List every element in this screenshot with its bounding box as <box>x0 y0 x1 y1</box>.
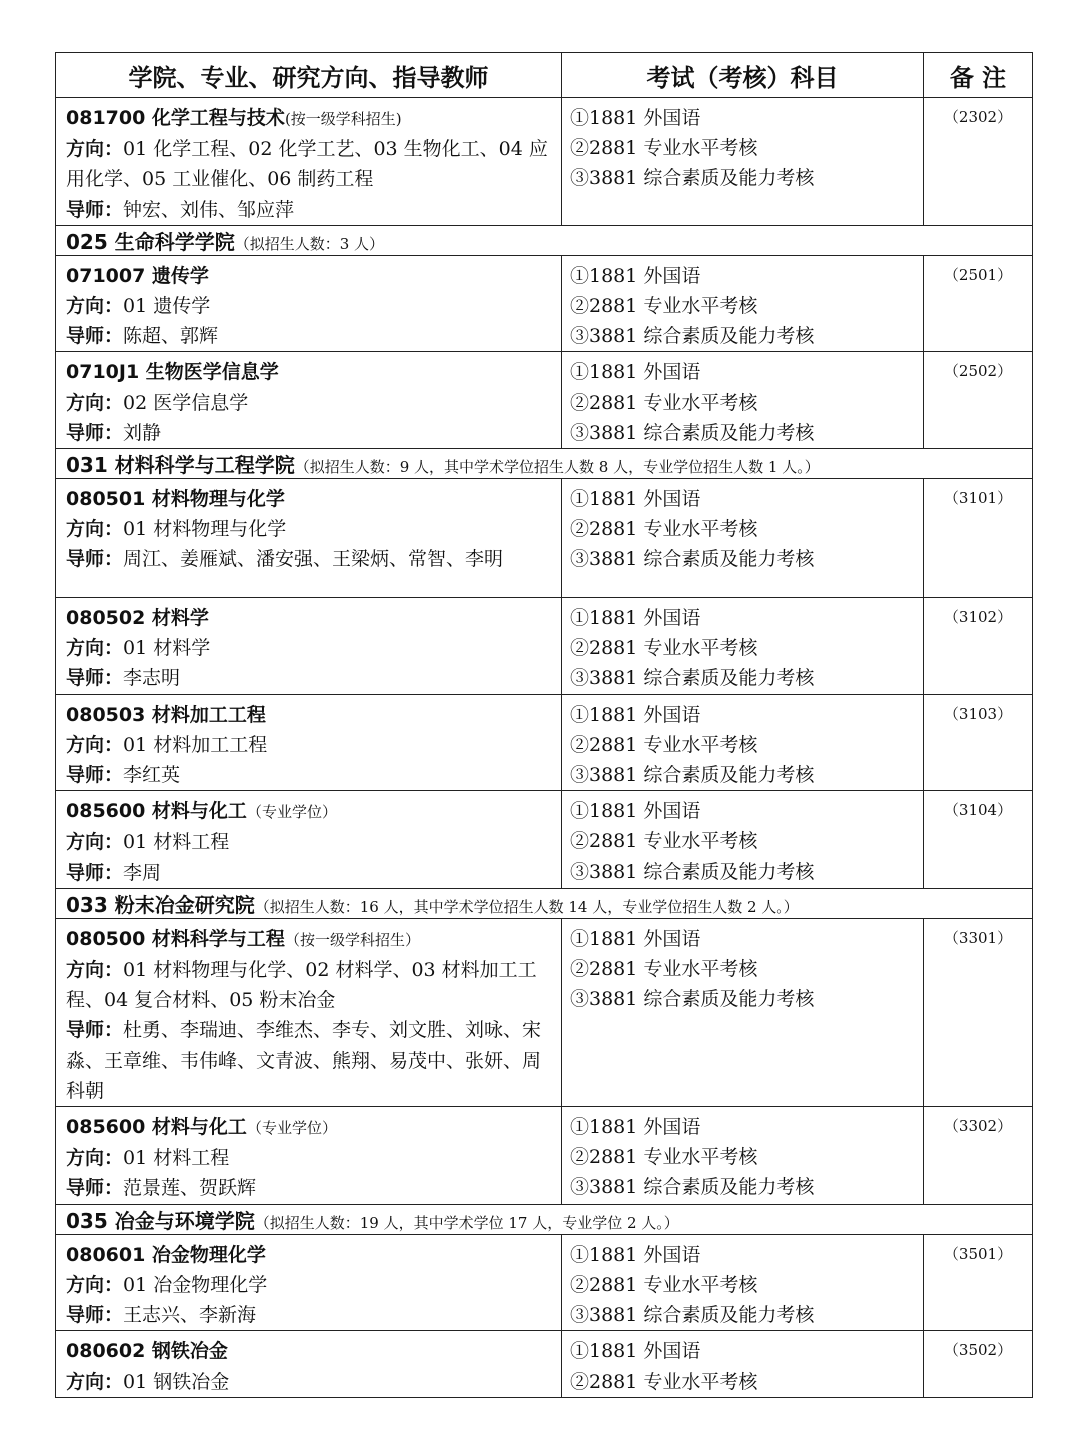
advisor-label: 导师： <box>66 1177 124 1200</box>
remark-code: （3101） <box>924 479 1033 598</box>
program-row <box>56 694 1033 791</box>
direction-label: 方向： <box>66 637 124 660</box>
advisor-label: 导师： <box>66 1019 124 1042</box>
direction-value: 01 材料加工工程 <box>123 733 268 756</box>
header-programs: 学院、专业、研究方向、指导教师 <box>56 53 562 98</box>
direction-value: 01 钢铁冶金 <box>123 1370 230 1393</box>
exam-professional: ②2881 专业水平考核 <box>570 137 758 160</box>
direction-value: 01 冶金物理化学 <box>123 1273 268 1296</box>
remark-code: （2502） <box>924 352 1033 449</box>
advisor-label: 导师： <box>66 1304 124 1327</box>
program-row <box>56 791 1033 889</box>
direction-label: 方向： <box>66 295 124 318</box>
college-name: 031 材料科学与工程学院 <box>66 453 295 478</box>
program-code: 080501 材料物理与化学 <box>66 488 285 511</box>
direction-label: 方向： <box>66 1273 124 1296</box>
remark-code: （3502） <box>924 1331 1033 1397</box>
advisor-value: 钟宏、刘伟、邹应萍 <box>123 198 295 221</box>
exam-comprehensive: ③3881 综合素质及能力考核 <box>570 421 815 444</box>
exam-comprehensive: ③3881 综合素质及能力考核 <box>570 764 815 787</box>
exam-comprehensive: ③3881 综合素质及能力考核 <box>570 988 815 1011</box>
advisor-value: 周江、姜雁斌、潘安强、王梁炳、常智、李明 <box>123 548 504 571</box>
advisor-label: 导师： <box>66 421 124 444</box>
advisor-value: 刘静 <box>123 421 162 444</box>
advisor-value: 李红英 <box>123 764 181 787</box>
advisor-value: 杜勇、李瑞迪、李维杰、李专、刘文胜、刘咏、宋淼、王章维、韦伟峰、文青波、熊翔、易茂中、张妍、周科朝 <box>66 1019 542 1102</box>
program-code: 080502 材料学 <box>66 607 209 630</box>
college-name: 035 冶金与环境学院 <box>66 1208 255 1233</box>
exam-foreign-language: ①1881 外国语 <box>570 107 701 129</box>
direction-value: 01 材料工程 <box>123 831 230 854</box>
remark-code: （3301） <box>924 918 1033 1106</box>
college-row <box>56 1204 1033 1234</box>
direction-label: 方向： <box>66 518 124 541</box>
enrollment-table <box>55 52 1033 1398</box>
exam-foreign-language: ①1881 外国语 <box>570 361 701 384</box>
exam-professional: ②2881 专业水平考核 <box>570 1146 758 1169</box>
direction-value: 01 材料物理与化学 <box>123 518 287 541</box>
direction-value: 01 材料工程 <box>123 1147 230 1170</box>
remark-code: （2501） <box>924 255 1033 352</box>
advisor-label: 导师： <box>66 667 124 690</box>
table-header-row <box>56 53 1033 98</box>
program-code: 0710J1 生物医学信息学 <box>66 361 279 384</box>
program-note: (按一级学科招生) <box>284 110 402 128</box>
program-code: 080503 材料加工工程 <box>66 703 266 726</box>
exam-professional: ②2881 专业水平考核 <box>570 391 758 414</box>
college-quota: （拟招生人数：9 人，其中学术学位招生人数 8 人，专业学位招生人数 1 人。） <box>294 458 820 477</box>
direction-label: 方向： <box>66 391 124 414</box>
remark-code: （2302） <box>924 98 1033 226</box>
exam-professional: ②2881 专业水平考核 <box>570 295 758 318</box>
program-row <box>56 1331 1033 1397</box>
direction-value: 01 材料学 <box>123 637 211 660</box>
direction-value: 01 材料物理与化学、02 材料学、03 材料加工工程、04 复合材料、05 粉末冶金 <box>66 959 537 1012</box>
exam-professional: ②2881 专业水平考核 <box>570 733 758 756</box>
college-row <box>56 225 1033 255</box>
exam-professional: ②2881 专业水平考核 <box>570 637 758 660</box>
exam-professional: ②2881 专业水平考核 <box>570 830 758 853</box>
exam-foreign-language: ①1881 外国语 <box>570 1243 701 1266</box>
direction-value: 02 医学信息学 <box>123 391 249 414</box>
program-code: 085600 材料与化工 <box>66 800 247 823</box>
program-row <box>56 98 1033 226</box>
college-row <box>56 888 1033 918</box>
exam-foreign-language: ①1881 外国语 <box>570 264 701 287</box>
exam-comprehensive: ③3881 综合素质及能力考核 <box>570 167 815 190</box>
advisor-value: 王志兴、李新海 <box>123 1304 257 1327</box>
college-row <box>56 449 1033 479</box>
exam-professional: ②2881 专业水平考核 <box>570 1273 758 1296</box>
exam-comprehensive: ③3881 综合素质及能力考核 <box>570 1304 815 1327</box>
program-row <box>56 1107 1033 1205</box>
direction-label: 方向： <box>66 1370 124 1393</box>
college-quota: （拟招生人数：19 人，其中学术学位 17 人，专业学位 2 人。） <box>254 1213 679 1232</box>
remark-code: （3102） <box>924 598 1033 695</box>
advisor-value: 李周 <box>123 861 162 884</box>
advisor-value: 范景莲、贺跃辉 <box>123 1177 257 1200</box>
direction-value: 01 化学工程、02 化学工艺、03 生物化工、04 应用化学、05 工业催化、06 制药工程 <box>66 138 548 191</box>
program-row <box>56 1234 1033 1331</box>
program-note: （专业学位） <box>246 1119 337 1138</box>
exam-comprehensive: ③3881 综合素质及能力考核 <box>570 667 815 690</box>
advisor-label: 导师： <box>66 198 124 221</box>
advisor-label: 导师： <box>66 325 124 348</box>
program-code: 071007 遗传学 <box>66 264 209 287</box>
program-code: 080602 钢铁冶金 <box>66 1340 228 1363</box>
college-quota: （拟招生人数：16 人，其中学术学位招生人数 14 人，专业学位招生人数 2 人。） <box>254 897 799 916</box>
exam-foreign-language: ①1881 外国语 <box>570 800 701 823</box>
program-code: 080500 材料科学与工程 <box>66 927 285 950</box>
exam-foreign-language: ①1881 外国语 <box>570 927 701 950</box>
exam-foreign-language: ①1881 外国语 <box>570 703 701 726</box>
exam-foreign-language: ①1881 外国语 <box>570 1340 701 1363</box>
advisor-value: 李志明 <box>123 667 181 690</box>
exam-comprehensive: ③3881 综合素质及能力考核 <box>570 860 815 883</box>
program-code: 080601 冶金物理化学 <box>66 1243 266 1266</box>
direction-label: 方向： <box>66 831 124 854</box>
direction-label: 方向： <box>66 1147 124 1170</box>
direction-label: 方向： <box>66 959 124 982</box>
header-exams: 考试（考核）科目 <box>562 53 924 98</box>
exam-professional: ②2881 专业水平考核 <box>570 518 758 541</box>
exam-foreign-language: ①1881 外国语 <box>570 488 701 511</box>
remark-code: （3103） <box>924 694 1033 791</box>
advisor-value: 陈超、郭辉 <box>123 325 219 348</box>
exam-foreign-language: ①1881 外国语 <box>570 1116 701 1139</box>
program-note: （专业学位） <box>246 803 337 822</box>
direction-label: 方向： <box>66 733 124 756</box>
exam-comprehensive: ③3881 综合素质及能力考核 <box>570 325 815 348</box>
direction-value: 01 遗传学 <box>123 295 211 318</box>
remark-code: （3501） <box>924 1234 1033 1331</box>
remark-code: （3104） <box>924 791 1033 889</box>
header-remarks: 备 注 <box>924 53 1033 98</box>
college-name: 033 粉末冶金研究院 <box>66 892 255 917</box>
exam-professional: ②2881 专业水平考核 <box>570 958 758 981</box>
exam-comprehensive: ③3881 综合素质及能力考核 <box>570 548 815 571</box>
exam-comprehensive: ③3881 综合素质及能力考核 <box>570 1176 815 1199</box>
college-quota: （拟招生人数：3 人） <box>234 234 385 253</box>
exam-professional: ②2881 专业水平考核 <box>570 1370 758 1393</box>
program-note: （按一级学科招生） <box>284 930 420 949</box>
advisor-label: 导师： <box>66 548 124 571</box>
program-row <box>56 918 1033 1106</box>
program-row <box>56 479 1033 598</box>
program-code: 081700 化学工程与技术 <box>66 107 285 129</box>
direction-label: 方向： <box>66 138 124 161</box>
college-name: 025 生命科学学院 <box>66 229 235 254</box>
remark-code: （3302） <box>924 1107 1033 1205</box>
program-row <box>56 255 1033 352</box>
advisor-label: 导师： <box>66 764 124 787</box>
exam-foreign-language: ①1881 外国语 <box>570 607 701 630</box>
advisor-label: 导师： <box>66 861 124 884</box>
program-row <box>56 352 1033 449</box>
program-row <box>56 598 1033 695</box>
program-code: 085600 材料与化工 <box>66 1116 247 1139</box>
